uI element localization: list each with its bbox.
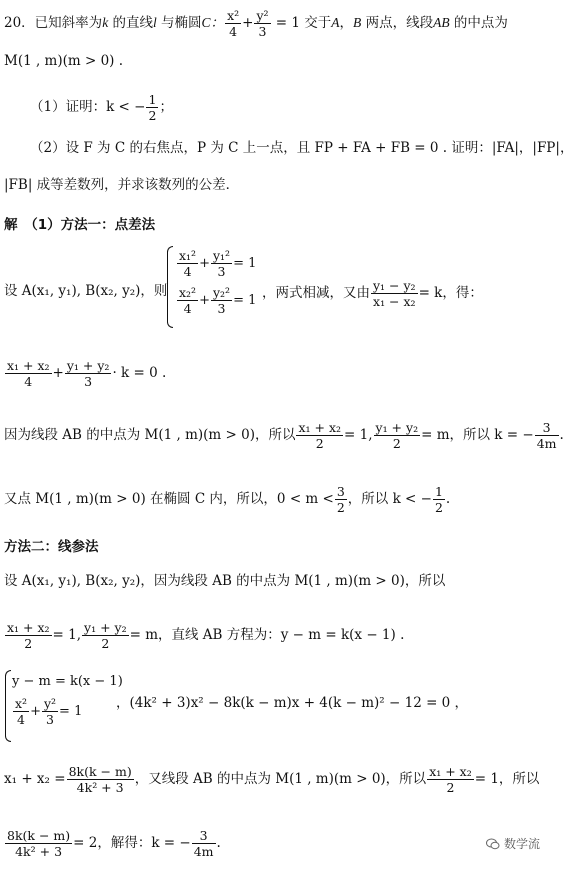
wechat-icon bbox=[486, 837, 500, 851]
text: k bbox=[102, 15, 109, 30]
solution-heading: 解 （1）方法一：点差法 bbox=[4, 217, 156, 233]
watermark bbox=[486, 835, 540, 852]
text: 与椭圆 bbox=[156, 15, 202, 31]
midpoint-line: 因为线段 AB 的中点为 M(1 , m)(m > 0)，所以 $\frac{\text{x₁ + x₂}}{2}$ = 1, $\frac{\text{y₁ + y₂}}{2}$ = m，所以 k = − $\frac{3}{4m}$ . bbox=[4, 420, 564, 451]
fraction: $\frac{\text{x²}}{4}$ bbox=[227, 8, 240, 39]
text: 的中点为 bbox=[449, 15, 508, 31]
method-2-line-2: $\frac{\text{x₁ + x₂}}{2}$ = 1, $\frac{\text{y₁ + y₂}}{2}$ = m，直线 AB 方程为：y − m = k(x − 1) . bbox=[7, 620, 405, 651]
system-1: $\frac{\text{x₁²}}{4}$ + $\frac{\text{y₁²}}{3}$ = 1 $\frac{\text{x₂²}}{4}$ + $\frac{\text{y₂²}}{3}$ = 1 bbox=[179, 248, 257, 316]
text: A bbox=[331, 15, 340, 30]
fraction: $\frac{\text{y²}}{3}$ bbox=[256, 8, 269, 39]
fraction: $\frac{1}{2}$ bbox=[148, 92, 157, 123]
method-2-heading: 方法二：线参法 bbox=[4, 539, 99, 555]
text: ， bbox=[339, 15, 354, 31]
text: 两点，线段 bbox=[361, 15, 434, 31]
text: 20．已知斜率为 bbox=[4, 15, 103, 31]
text: 的直线 bbox=[108, 15, 153, 31]
problem-line-1: 20．已知斜率为k 的直线l 与椭圆C： $\frac{\text{x²}}{4}$ + $\frac{\text{y²}}{3}$ = 1 交于A，B 两点，线段AB 的中点为 bbox=[4, 8, 508, 39]
part-2-cont: |FB| 成等差数列，并求该数列的公差． bbox=[4, 177, 240, 193]
text: （1）证明：k < − bbox=[30, 99, 146, 115]
watermark-text: 数学流 bbox=[503, 837, 540, 851]
system-2: y − m = k(x − 1) $\frac{\text{x²}}{4}$ + $\frac{\text{y²}}{3}$ = 1 bbox=[12, 674, 123, 727]
text: 设 A(x₁, y₁), B(x₂, y₂)，则 bbox=[4, 283, 168, 299]
part-2: （2）设 F 为 C 的右焦点，P 为 C 上一点，且 FP + FA + FB = 0 . 证明：|FA|，|FP|， bbox=[30, 140, 573, 156]
text: ； bbox=[159, 99, 173, 115]
inside-line: 又点 M(1 , m)(m > 0) 在椭圆 C 内，所以，0 < m < $\frac{3}{2}$ ，所以 k < − $\frac{1}{2}$ . bbox=[4, 484, 451, 515]
part-1 bbox=[30, 92, 550, 123]
text: B bbox=[353, 15, 362, 30]
quadratic: ，(4k² + 3)x² − 8k(k − m)x + 4(k − m)² − 12 = 0 ， bbox=[116, 695, 469, 711]
method-2-line-1: 设 A(x₁, y₁), B(x₂, y₂)，因为线段 AB 的中点为 M(1 , m)(m > 0)，所以 bbox=[4, 573, 446, 589]
brace bbox=[167, 246, 173, 328]
final-line: $\frac{8k(k - m)}{\text{4k² + 3}}$ = 2，解得：k = − $\frac{3}{4m}$ . bbox=[7, 828, 221, 859]
text: AB bbox=[433, 15, 450, 30]
text: l bbox=[152, 15, 157, 30]
problem-line-2: M(1 , m)(m > 0) . bbox=[4, 53, 124, 69]
set-line-tail: ，两式相减，又由 $\frac{\text{y₁ − y₂}}{\text{x₁ − x₂}}$ = k，得： bbox=[262, 278, 483, 309]
sum-roots: x₁ + x₂ = $\frac{8k(k - m)}{\text{4k² + 3}}$ ，又线段 AB 的中点为 M(1 , m)(m > 0)，所以 $\frac{\text{x₁ + x₂}}{2}$ = 1，所以 bbox=[4, 764, 540, 795]
text: = 1 交于 bbox=[271, 15, 332, 31]
sum-equation: $\frac{\text{x₁ + x₂}}{4}$ + $\frac{\text{y₁ + y₂}}{3}$ · k = 0 . bbox=[7, 358, 167, 389]
text: C： bbox=[201, 15, 225, 30]
brace bbox=[5, 670, 11, 742]
